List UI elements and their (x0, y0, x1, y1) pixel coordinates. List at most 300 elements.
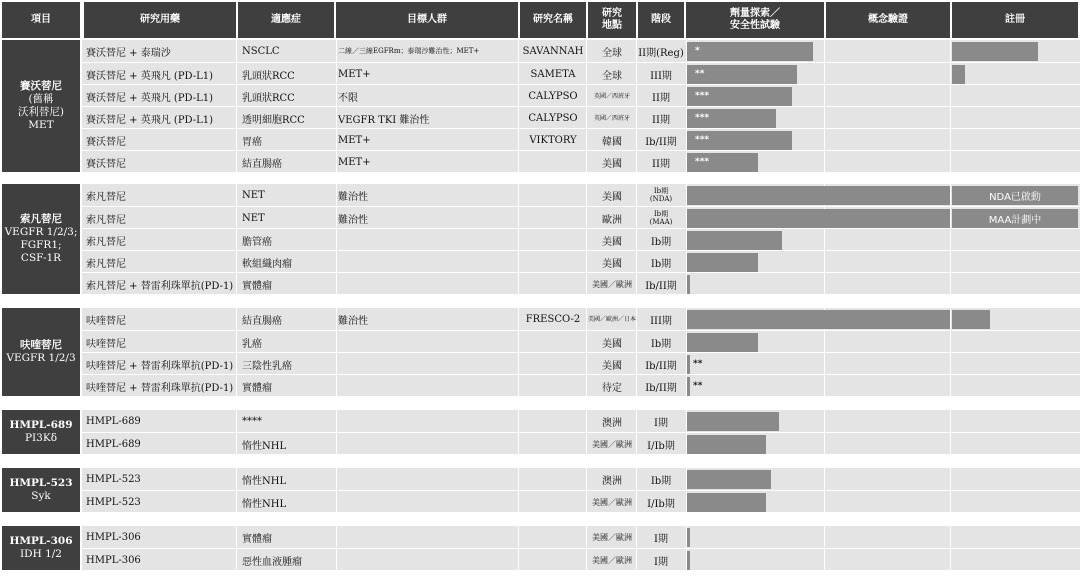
column-divider (950, 491, 951, 513)
cell-phase: I期 (654, 533, 668, 545)
column-divider (518, 107, 519, 129)
column-divider (518, 308, 519, 330)
cell-region: 美國 (602, 258, 622, 270)
progress-note: *** (695, 157, 710, 167)
cell-indication: 結直腸癌 (242, 158, 282, 170)
cell-study (520, 151, 586, 173)
column-divider (636, 40, 637, 62)
column-divider (586, 353, 587, 375)
cell-study (520, 251, 586, 273)
table-row (82, 250, 1080, 272)
column-divider (824, 107, 825, 129)
cell-indication: NET (242, 212, 265, 224)
table-row (82, 272, 1080, 294)
cell-usage: HMPL-523 (86, 473, 141, 485)
drug-label-line: VEGFR 1/2/3; (4, 226, 78, 238)
column-divider (636, 433, 637, 455)
column-divider (636, 107, 637, 129)
column-divider (336, 491, 337, 513)
column-divider (950, 229, 951, 251)
cell-region: 美國 (602, 360, 622, 372)
column-divider (236, 151, 237, 173)
column-divider (636, 273, 637, 295)
column-divider (336, 433, 337, 455)
column-divider (950, 151, 951, 173)
table-header (0, 0, 1080, 40)
cell-indication: 結直腸癌 (242, 315, 282, 327)
cell-indication: 胃癌 (242, 136, 262, 148)
cell-indication: 乳癌 (242, 338, 262, 350)
column-divider (950, 85, 951, 107)
header-item: 項目 (2, 2, 80, 38)
cell-target (338, 375, 516, 397)
column-divider (336, 151, 337, 173)
column-divider (336, 273, 337, 295)
column-divider (236, 526, 237, 548)
table-row (82, 128, 1080, 150)
cell-usage: 賽沃替尼 (86, 136, 126, 148)
cell-region: 美國 (602, 236, 622, 248)
progress-bar (687, 333, 758, 352)
column-divider (336, 468, 337, 490)
column-divider (236, 468, 237, 490)
cell-indication: 實體瘤 (242, 382, 272, 394)
column-divider (236, 184, 237, 206)
drug-group (0, 410, 1080, 454)
column-divider (336, 353, 337, 375)
column-divider (636, 129, 637, 151)
drug-label-line: 索凡替尼 (20, 213, 62, 225)
cell-phase: II期 (652, 114, 670, 126)
column-divider (336, 308, 337, 330)
drug-label (2, 40, 80, 172)
column-divider (636, 468, 637, 490)
drug-label-line: VEGFR 1/2/3 (6, 352, 76, 364)
table-row (82, 62, 1080, 84)
column-divider (586, 107, 587, 129)
cell-indication: 三陰性乳癌 (242, 360, 292, 372)
cell-phase: Ib期 (650, 338, 672, 350)
column-divider (636, 207, 637, 229)
column-divider (950, 207, 951, 229)
cell-region: 美國／歐洲 (592, 532, 632, 542)
column-divider (236, 251, 237, 273)
column-divider (518, 526, 519, 548)
progress-note: *** (695, 135, 710, 145)
cell-region: 美國／歐洲／日本 (588, 315, 636, 323)
column-divider (236, 331, 237, 353)
cell-target: 難治性 (338, 315, 368, 327)
cell-study (520, 375, 586, 397)
table-row (82, 150, 1080, 172)
progress-bar (687, 310, 950, 329)
column-divider (236, 308, 237, 330)
column-divider (236, 491, 237, 513)
table-row (82, 548, 1080, 570)
column-divider (518, 433, 519, 455)
table-row (82, 490, 1080, 512)
column-divider (824, 549, 825, 571)
column-divider (824, 63, 825, 85)
cell-study (520, 410, 586, 432)
cell-usage: 呋喹替尼 (86, 315, 126, 327)
progress-bar (687, 253, 758, 272)
progress-bar (687, 493, 766, 512)
table-row (82, 330, 1080, 352)
column-divider (586, 273, 587, 295)
cell-region: 韓國 (602, 136, 622, 148)
cell-phase: Ib期 (650, 236, 672, 248)
progress-bar (687, 551, 690, 570)
drug-label (2, 184, 80, 294)
drug-label-line: PI3Kδ (24, 432, 58, 444)
cell-target: 二線／三線EGFRm；泰瑞沙難治性；MET+ (338, 47, 480, 55)
column-divider (518, 331, 519, 353)
column-divider (336, 410, 337, 432)
cell-indication: 乳頭狀RCC (242, 92, 295, 104)
column-divider (950, 526, 951, 548)
drug-label-line: HMPL-523 (9, 477, 73, 489)
progress-note: *** (695, 91, 710, 101)
cell-phase: I/Ib期 (647, 440, 675, 452)
cell-usage: 呋喹替尼 + 替雷利珠單抗(PD-1) (86, 360, 234, 372)
cell-target (338, 273, 516, 295)
table-row (82, 228, 1080, 250)
cell-indication: 膽管癌 (242, 236, 272, 248)
cell-target: 不限 (338, 92, 358, 104)
column-divider (636, 375, 637, 397)
progress-bar (687, 377, 690, 396)
column-divider (518, 40, 519, 62)
column-divider (824, 410, 825, 432)
column-divider (236, 40, 237, 62)
column-divider (950, 107, 951, 129)
column-divider (636, 526, 637, 548)
column-divider (518, 273, 519, 295)
column-divider (636, 85, 637, 107)
column-divider (236, 207, 237, 229)
column-divider (636, 151, 637, 173)
column-divider (950, 63, 951, 85)
cell-region: 美國 (602, 191, 622, 203)
table-row (82, 352, 1080, 374)
progress-note: * (695, 46, 700, 56)
header-phase: 階段 (638, 2, 684, 38)
cell-target: MET+ (338, 134, 371, 146)
cell-study (520, 549, 586, 571)
cell-target (338, 433, 516, 455)
cell-study (520, 229, 586, 251)
column-divider (636, 251, 637, 273)
cell-phase: Ib/II期 (645, 280, 677, 292)
column-divider (518, 184, 519, 206)
cell-region: 美國／歐洲 (592, 279, 632, 289)
cell-phase: III期 (650, 70, 672, 82)
cell-study (520, 184, 586, 206)
column-divider (336, 331, 337, 353)
table-row (82, 106, 1080, 128)
progress-bar (687, 231, 782, 250)
column-divider (636, 353, 637, 375)
cell-target (338, 229, 516, 251)
table-row (82, 206, 1080, 228)
column-divider (824, 468, 825, 490)
cell-usage: 索凡替尼 (86, 191, 126, 203)
drug-group (0, 468, 1080, 512)
table-row (82, 40, 1080, 62)
drug-label-line: MET (28, 119, 54, 131)
cell-region: 全球 (602, 70, 622, 82)
cell-indication: 惰性NHL (242, 498, 287, 510)
cell-usage: 賽沃替尼 + 英飛凡 (PD-L1) (86, 92, 214, 104)
column-divider (518, 375, 519, 397)
cell-indication: 透明細胞RCC (242, 114, 305, 126)
header-usage: 研究用藥 (84, 2, 236, 38)
drug-label-line: FGFR1; (20, 239, 62, 251)
cell-region: 美國／歐洲 (592, 555, 632, 565)
column-divider (336, 549, 337, 571)
column-divider (950, 549, 951, 571)
column-divider (636, 331, 637, 353)
progress-bar (687, 528, 690, 547)
cell-region: 美國／歐洲 (592, 439, 632, 449)
cell-study (520, 273, 586, 295)
cell-study (520, 433, 586, 455)
cell-target: VEGFR TKI 難治性 (338, 114, 430, 126)
column-divider (950, 353, 951, 375)
registration-status: MAA計劃中 (952, 209, 1078, 228)
cell-study: CALYPSO (528, 112, 578, 124)
cell-target (338, 410, 516, 432)
cell-usage: HMPL-523 (86, 496, 141, 508)
column-divider (636, 491, 637, 513)
column-divider (586, 129, 587, 151)
registration-status: NDA已啟動 (952, 186, 1078, 205)
registration-bar (952, 310, 990, 329)
cell-indication: 乳頭狀RCC (242, 70, 295, 82)
column-divider (236, 433, 237, 455)
drug-label (2, 308, 80, 396)
column-divider (636, 63, 637, 85)
column-divider (336, 375, 337, 397)
column-divider (586, 229, 587, 251)
column-divider (586, 85, 587, 107)
column-divider (336, 207, 337, 229)
cell-region: 美國／歐洲 (592, 497, 632, 507)
column-divider (518, 353, 519, 375)
header-indication: 適應症 (238, 2, 334, 38)
cell-usage: 索凡替尼 (86, 258, 126, 270)
drug-group (0, 40, 1080, 172)
cell-phase: I期 (654, 417, 668, 429)
column-divider (518, 410, 519, 432)
column-divider (236, 107, 237, 129)
cell-study (520, 468, 586, 490)
column-divider (518, 549, 519, 571)
cell-target (338, 331, 516, 353)
column-divider (824, 331, 825, 353)
column-divider (636, 410, 637, 432)
progress-note: ** (695, 69, 705, 79)
column-divider (824, 375, 825, 397)
column-divider (336, 40, 337, 62)
column-divider (236, 85, 237, 107)
cell-usage: HMPL-689 (86, 438, 141, 450)
cell-usage: 賽沃替尼 + 泰瑞沙 (86, 47, 171, 59)
table-row (82, 308, 1080, 330)
progress-bar (687, 42, 813, 61)
cell-usage: 呋喹替尼 (86, 338, 126, 350)
cell-usage: 索凡替尼 (86, 214, 126, 226)
cell-region: 英國／西班牙 (593, 114, 630, 122)
column-divider (586, 549, 587, 571)
column-divider (518, 129, 519, 151)
cell-usage: 賽沃替尼 (86, 158, 126, 170)
cell-phase: Ib/II期 (645, 136, 677, 148)
column-divider (586, 433, 587, 455)
cell-region: 美國 (602, 158, 622, 170)
cell-target (338, 468, 516, 490)
progress-bar (687, 435, 766, 454)
column-divider (824, 85, 825, 107)
cell-region: 待定 (602, 382, 622, 394)
column-divider (636, 229, 637, 251)
table-row (82, 468, 1080, 490)
column-divider (336, 107, 337, 129)
drug-label-line: 賽沃替尼 (20, 80, 62, 92)
column-divider (824, 526, 825, 548)
column-divider (236, 229, 237, 251)
table-row (82, 374, 1080, 396)
column-divider (518, 491, 519, 513)
column-divider (518, 151, 519, 173)
cell-phase: Ib/II期 (645, 360, 677, 372)
column-divider (236, 63, 237, 85)
header-region: 研究 地點 (588, 2, 636, 38)
cell-study: SAVANNAH (522, 45, 584, 57)
progress-note: ** (693, 359, 703, 369)
progress-bar (687, 412, 779, 431)
drug-label (2, 410, 80, 454)
cell-study: FRESCO-2 (525, 313, 581, 325)
cell-study (520, 491, 586, 513)
drug-label-line: 沃利替尼) (17, 106, 65, 118)
cell-indication: NSCLC (242, 45, 280, 57)
progress-bar (687, 275, 690, 294)
drug-label-line: 呋喹替尼 (20, 339, 62, 351)
column-divider (824, 151, 825, 173)
drug-label-line: HMPL-689 (9, 419, 73, 431)
column-divider (824, 491, 825, 513)
column-divider (636, 184, 637, 206)
cell-indication: 實體瘤 (242, 280, 272, 292)
cell-target (338, 526, 516, 548)
cell-target: 難治性 (338, 214, 368, 226)
cell-target (338, 353, 516, 375)
column-divider (518, 229, 519, 251)
column-divider (950, 331, 951, 353)
column-divider (586, 468, 587, 490)
column-divider (336, 63, 337, 85)
cell-region: 澳洲 (602, 475, 622, 487)
progress-bar (687, 186, 950, 205)
drug-label (2, 526, 80, 570)
registration-bar (952, 42, 1038, 61)
progress-bar (687, 355, 690, 374)
table-row (82, 526, 1080, 548)
column-divider (518, 468, 519, 490)
column-divider (336, 251, 337, 273)
table-row (82, 410, 1080, 432)
cell-phase: III期 (650, 315, 672, 327)
drug-group (0, 184, 1080, 294)
cell-indication: NET (242, 189, 265, 201)
cell-region: 澳洲 (602, 417, 622, 429)
cell-usage: HMPL-306 (86, 554, 141, 566)
column-divider (586, 375, 587, 397)
cell-phase: II期 (652, 92, 670, 104)
progress-bar (687, 209, 950, 228)
column-divider (336, 229, 337, 251)
column-divider (824, 40, 825, 62)
column-divider (586, 526, 587, 548)
cell-region: 全球 (602, 47, 622, 59)
drug-label-line: (舊稱 (28, 93, 54, 105)
drug-group (0, 308, 1080, 396)
cell-phase: Ib/II期 (645, 382, 677, 394)
cell-indication: 惰性NHL (242, 475, 287, 487)
cell-study (520, 331, 586, 353)
column-divider (824, 353, 825, 375)
column-divider (586, 491, 587, 513)
header-target: 目標人群 (336, 2, 518, 38)
column-divider (586, 184, 587, 206)
column-divider (824, 273, 825, 295)
column-divider (586, 40, 587, 62)
table-row (82, 432, 1080, 454)
cell-usage: 賽沃替尼 + 英飛凡 (PD-L1) (86, 114, 214, 126)
column-divider (586, 308, 587, 330)
cell-target (338, 491, 516, 513)
cell-indication: 惡性血液腫瘤 (242, 556, 302, 568)
column-divider (336, 184, 337, 206)
header-study: 研究名稱 (520, 2, 586, 38)
column-divider (824, 229, 825, 251)
column-divider (518, 63, 519, 85)
cell-target: MET+ (338, 68, 371, 80)
column-divider (586, 63, 587, 85)
column-divider (518, 85, 519, 107)
cell-study (520, 207, 586, 229)
column-divider (636, 308, 637, 330)
cell-study: CALYPSO (528, 90, 578, 102)
column-divider (824, 433, 825, 455)
cell-indication: 軟組織肉瘤 (242, 258, 292, 270)
cell-indication: 實體瘤 (242, 533, 272, 545)
cell-phase: Ib期 (MAA) (649, 210, 673, 226)
cell-phase: Ib期 (650, 475, 672, 487)
drug-label (2, 468, 80, 512)
progress-note: ** (693, 381, 703, 391)
column-divider (950, 410, 951, 432)
table-row (82, 184, 1080, 206)
column-divider (236, 410, 237, 432)
column-divider (336, 85, 337, 107)
drug-label-line: HMPL-306 (9, 535, 73, 547)
drug-label-line: CSF-1R (20, 252, 62, 264)
column-divider (950, 433, 951, 455)
column-divider (586, 151, 587, 173)
